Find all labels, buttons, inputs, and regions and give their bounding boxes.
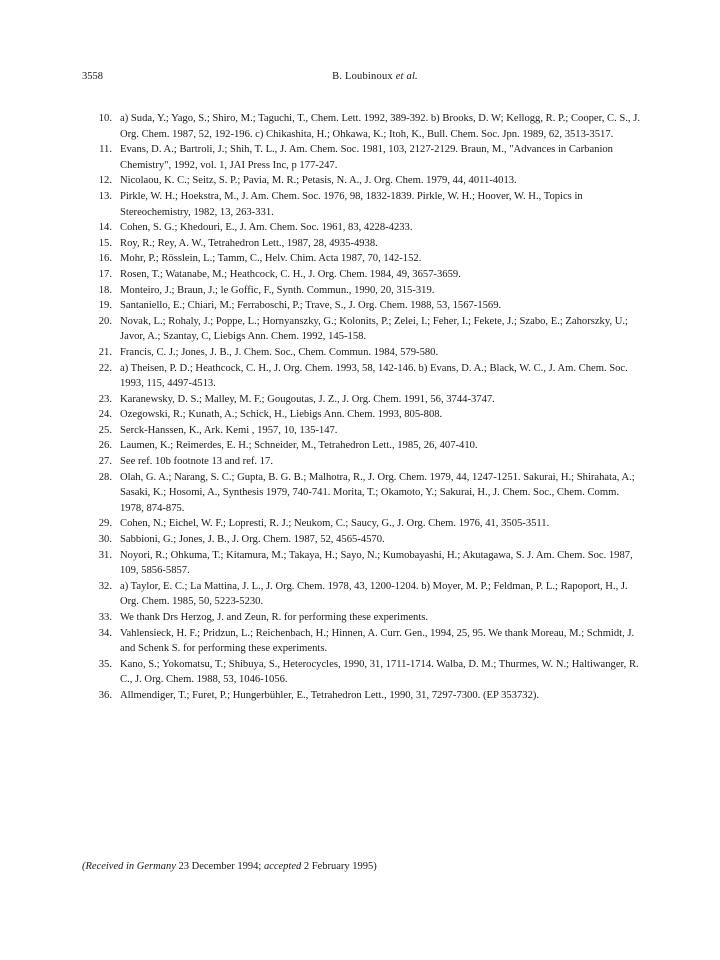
reference-item [82,454,642,470]
reference-text: Olah, G. A.; Narang, S. C.; Gupta, B. G. B.; Malhotra, R., J. Org. Chem. 1979, 44, 1247-1251. Sakurai, H.; Shirahata, A.; Sasaki, K.; Hosomi, A., Synthesis 1979, 740-741. Morita, T.; Okamoto, Y.; Sakurai, H., J. Chem. Soc., Chem. Comm. 1978, 874-875. [120,471,635,514]
reference-item [82,579,642,610]
running-head-author: B. Loubinoux [332,71,393,82]
reference-text: Novak, L.; Rohaly, J.; Poppe, L.; Hornyanszky, G.; Kolonits, P.; Zelei, I.; Feher, I.; Fekete, J.; Szabo, E.; Zahorszky, U.; Javor, A.; Szantay, C, Liebigs Ann. Chem. 1992, 145-158. [120,315,628,343]
reference-item [82,314,642,345]
received-date: 23 December 1994; [178,861,262,872]
reference-text: We thank Drs Herzog, J. and Zeun, R. for performing these experiments. [120,612,429,623]
reference-number: 14. [98,222,112,234]
reference-item [82,173,642,189]
reference-number: 35. [98,658,112,670]
reference-number: 12. [98,175,112,187]
reference-text: Karanewsky, D. S.; Malley, M. F.; Gougoutas, J. Z., J. Org. Chem. 1991, 56, 3744-3747. [120,393,495,405]
received-note [82,861,377,872]
reference-number: 31. [98,549,112,561]
reference-item [82,610,642,626]
reference-number: 15. [98,237,112,249]
reference-text: Laumen, K.; Reimerdes, E. H.; Schneider, M., Tetrahedron Lett., 1985, 26, 407-410. [120,440,478,452]
reference-text: Cohen, S. G.; Khedouri, E., J. Am. Chem. Soc. 1961, 83, 4228-4233. [120,222,413,234]
reference-text: Evans, D. A.; Bartroli, J.; Shih, T. L., J. Am. Chem. Soc. 1981, 103, 2127-2129. Braun, M., "Advances in Carbanion Chemistry", 1992, vol. 1, JAI Press Inc, p 177-247. [120,144,613,171]
reference-item [82,283,642,299]
reference-item [82,626,642,657]
reference-item [82,392,642,408]
reference-number: 13. [98,190,112,202]
reference-text: a) Suda, Y.; Yago, S.; Shiro, M.; Taguchi, T., Chem. Lett. 1992, 389-392. b) Brooks, D. W; Kellogg, R. P.; Cooper, C. S., J. Org. Chem. 1987, 52, 192-196. c) Chikashita, H.; Ohkawa, K.; Itoh, K., Bull. Chem. Soc. Jpn. 1989, 62, 3513-3517. [120,113,640,140]
reference-item [82,470,642,517]
reference-item [82,532,642,548]
reference-number: 26. [98,440,112,452]
reference-number: 19. [98,300,112,312]
received-prefix: (Received in Germany [82,861,176,872]
reference-text: a) Taylor, E. C.; La Mattina, J. L., J. Org. Chem. 1978, 43, 1200-1204. b) Moyer, M. P.; Feldman, P. L.; Rapoport, H., J. Org. Chem. 1985, 50, 5223-5230. [120,580,628,608]
reference-item [82,267,642,283]
reference-item [82,111,642,142]
reference-text: Monteiro, J.; Braun, J.; le Goffic, F., Synth. Commun., 1990, 20, 315-319. [120,284,435,296]
reference-number: 10. [98,113,112,124]
accepted-label: accepted [263,861,302,872]
reference-text: Rosen, T.; Watanabe, M.; Heathcock, C. H., J. Org. Chem. 1984, 49, 3657-3659. [120,268,461,280]
reference-number: 33. [98,612,112,623]
reference-text: Pirkle, W. H.; Hoekstra, M., J. Am. Chem. Soc. 1976, 98, 1832-1839. Pirkle, W. H.; Hoover, W. H., Topics in Stereochemistry, 1982, 13, 263-331. [120,190,583,218]
reference-text: Nicolaou, K. C.; Seitz, S. P.; Pavia, M. R.; Petasis, N. A., J. Org. Chem. 1979, 44, 4011-4013. [120,175,517,187]
reference-item [82,298,642,314]
reference-item [82,142,642,173]
running-head [0,71,720,82]
page-number: 3558 [82,71,103,82]
reference-item [82,189,642,220]
reference-item [82,657,642,688]
reference-text: Mohr, P.; Rösslein, L.; Tamm, C., Helv. Chim. Acta 1987, 70, 142-152. [120,253,422,265]
reference-number: 22. [98,362,112,374]
reference-number: 16. [98,253,112,265]
reference-number: 20. [98,315,112,327]
reference-number: 24. [98,409,112,421]
accepted-date: 2 February 1995) [303,861,377,872]
reference-item [82,516,642,532]
reference-number: 28. [98,471,112,483]
reference-text: Francis, C. J.; Jones, J. B., J. Chem. Soc., Chem. Commun. 1984, 579-580. [120,346,439,358]
reference-item [82,407,642,423]
reference-item [82,345,642,361]
reference-number: 17. [98,268,112,280]
reference-item [82,361,642,392]
reference-number: 27. [98,456,112,468]
reference-text: Kano, S.; Yokomatsu, T.; Shibuya, S., Heterocycles, 1990, 31, 1711-1714. Walba, D. M.; Thurmes, W. N.; Haltiwanger, R. C., J. Org. Chem. 1988, 53, 1046-1056. [120,658,639,686]
reference-number: 32. [98,580,112,592]
reference-text: Vahlensieck, H. F.; Pridzun, L.; Reichenbach, H.; Hinnen, A. Curr. Gen., 1994, 25, 95. We thank Moreau, M.; Schmidt, J. and Schenk S. for performing these experiments. [120,627,635,655]
reference-item [82,548,642,579]
reference-number: 25. [98,424,112,436]
reference-text: a) Theisen, P. D.; Heathcock, C. H., J. Org. Chem. 1993, 58, 142-146. b) Evans, D. A.; Black, W. C., J. Am. Chem. Soc. 1993, 115, 4497-4513. [120,362,628,390]
reference-item [82,423,642,439]
running-head-et-al: et al. [395,71,418,82]
reference-number: 23. [98,393,112,405]
reference-number: 34. [98,627,112,639]
reference-number: 36. [98,689,112,701]
reference-number: 21. [98,346,112,358]
reference-list [82,111,642,704]
reference-number: 30. [98,534,112,546]
reference-item [82,688,642,704]
reference-number: 18. [98,284,112,296]
reference-text: Noyori, R.; Ohkuma, T.; Kitamura, M.; Takaya, H.; Sayo, N.; Kumobayashi, H.; Akutagawa, S. J. Am. Chem. Soc. 1987, 109, 5856-5857. [120,549,633,577]
reference-text: Ozegowski, R.; Kunath, A.; Schick, H., Liebigs Ann. Chem. 1993, 805-808. [120,409,443,421]
reference-text: See ref. 10b footnote 13 and ref. 17. [120,456,273,468]
reference-text: Cohen, N.; Eichel, W. F.; Lopresti, R. J.; Neukom, C.; Saucy, G., J. Org. Chem. 1976, 41, 3505-3511. [120,518,550,530]
reference-text: Allmendiger, T.; Furet, P.; Hungerbühler, E., Tetrahedron Lett., 1990, 31, 7297-7300. (EP 353732). [120,689,540,701]
reference-item [82,251,642,267]
reference-text: Santaniello, E.; Chiari, M.; Ferraboschi, P.; Trave, S., J. Org. Chem. 1988, 53, 1567-1569. [120,300,502,312]
reference-number: 29. [98,518,112,530]
reference-item [82,438,642,454]
reference-item [82,236,642,252]
reference-text: Roy, R.; Rey, A. W., Tetrahedron Lett., 1987, 28, 4935-4938. [120,237,378,249]
reference-item [82,220,642,236]
reference-text: Serck-Hanssen, K., Ark. Kemi , 1957, 10, 135-147. [120,424,338,436]
reference-text: Sabbioni, G.; Jones, J. B., J. Org. Chem. 1987, 52, 4565-4570. [120,534,385,546]
reference-number: 11. [99,144,112,156]
